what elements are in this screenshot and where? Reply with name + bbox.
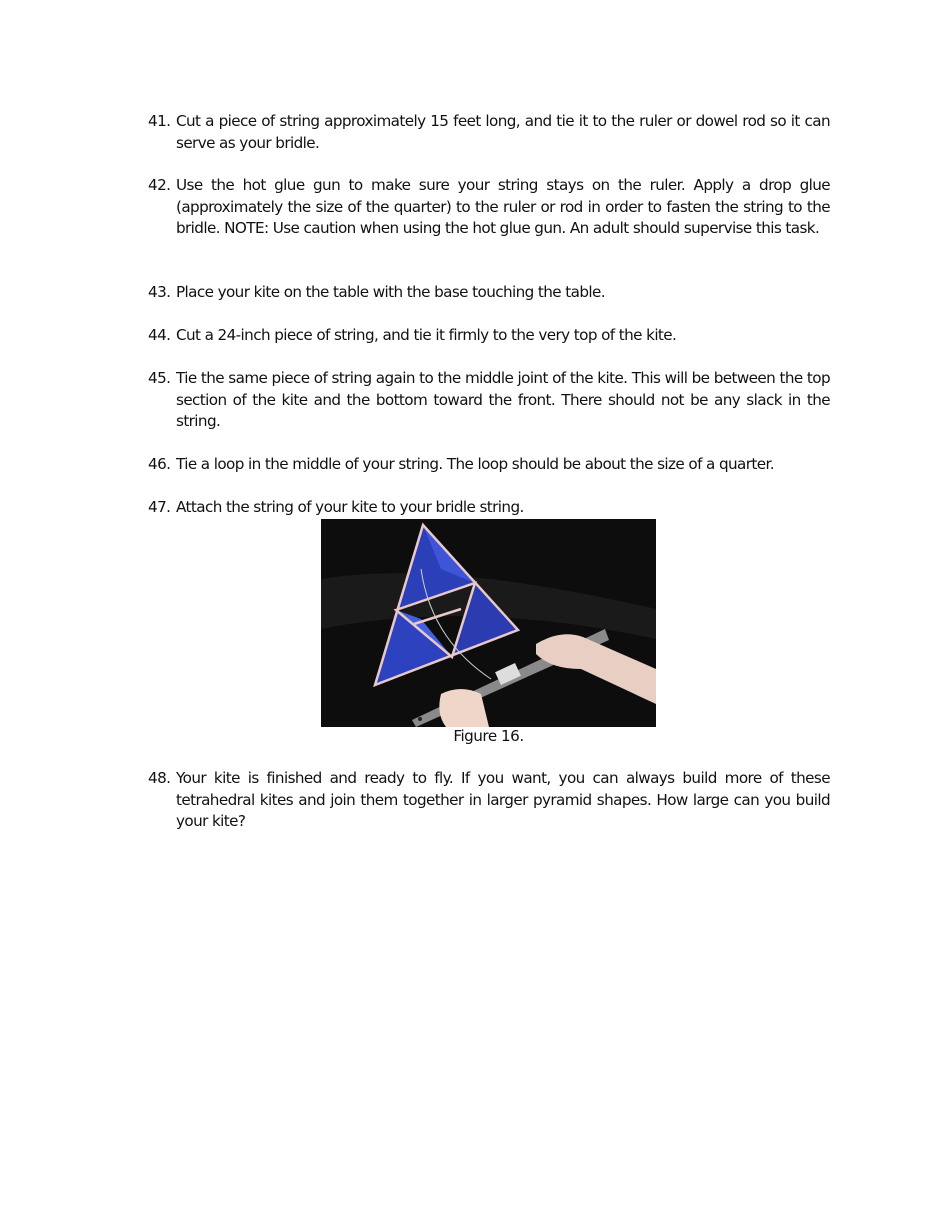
step-text: Tie the same piece of string again to the middle joint of the kite. This will be between the top section of the kite and the bottom toward the front. There should not be any slack in the string. (176, 369, 830, 431)
step-45 (148, 368, 830, 433)
step-44 (148, 325, 830, 347)
step-text: Attach the string of your kite to your bridle string. (176, 498, 524, 516)
figure-caption: Figure 16. (453, 727, 524, 745)
kite-photo (321, 519, 656, 727)
step-number: 44. (148, 326, 171, 344)
step-text: Tie a loop in the middle of your string. The loop should be about the size of a quarter. (176, 455, 774, 473)
step-text: Cut a piece of string approximately 15 feet long, and tie it to the ruler or dowel rod so it can serve as your bridle. (176, 112, 830, 152)
step-number: 41. (148, 112, 171, 130)
step-43 (148, 282, 830, 304)
step-46 (148, 454, 830, 476)
step-text: Your kite is finished and ready to fly. If you want, you can always build more of these tetrahedral kites and join them together in larger pyramid shapes. How large can you build your kite? (176, 769, 830, 831)
step-number: 46. (148, 455, 171, 473)
step-number: 43. (148, 283, 171, 301)
step-number: 42. (148, 176, 171, 194)
step-47 (148, 497, 830, 519)
step-42 (148, 175, 830, 240)
step-text: Place your kite on the table with the base touching the table. (176, 283, 605, 301)
step-number: 47. (148, 498, 171, 516)
step-48 (148, 768, 830, 833)
step-41 (148, 111, 830, 154)
step-number: 48. (148, 769, 171, 787)
step-number: 45. (148, 369, 171, 387)
step-text: Cut a 24-inch piece of string, and tie it firmly to the very top of the kite. (176, 326, 677, 344)
step-text: Use the hot glue gun to make sure your string stays on the ruler. Apply a drop glue (approximately the size of the quarter) to the ruler or rod in order to fasten the string to the bridle. NOTE: Use caution when using the hot glue gun. An adult should supervise this task. (176, 176, 830, 238)
